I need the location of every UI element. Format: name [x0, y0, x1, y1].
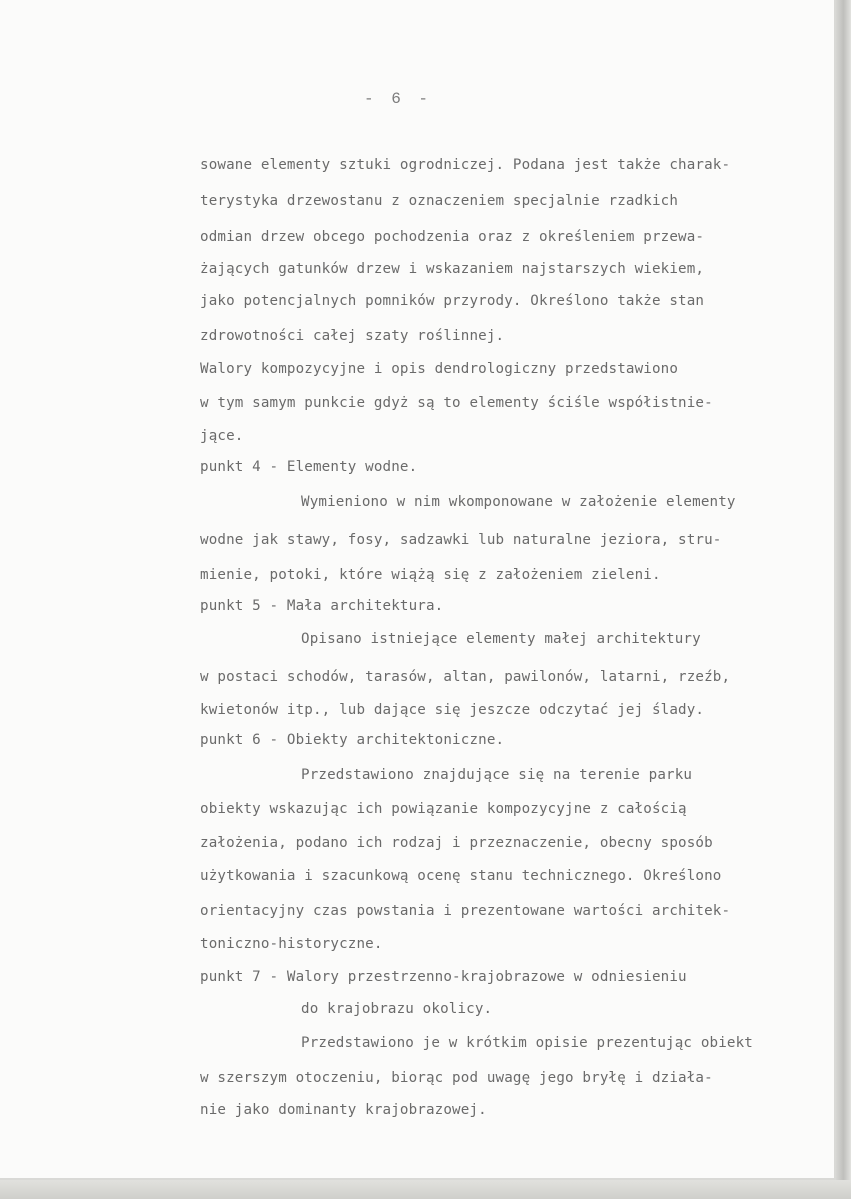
- text-line-5: jako potencjalnych pomników przyrody. Określono także stan: [200, 293, 705, 309]
- text-line-8: w tym samym punkcie gdyż są to elementy ściśle współistnie-: [200, 395, 713, 411]
- text-line-22: użytkowania i szacunkową ocenę stanu technicznego. Określono: [200, 868, 722, 884]
- scan-edge-bottom: [0, 1180, 851, 1199]
- text-line-12: wodne jak stawy, fosy, sadzawki lub naturalne jeziora, stru-: [200, 532, 722, 548]
- text-line-19: Przedstawiono znajdujące się na terenie parku: [301, 767, 693, 783]
- page-number: - 6 -: [364, 90, 433, 108]
- text-line-2: terystyka drzewostanu z oznaczeniem specjalnie rzadkich: [200, 193, 679, 209]
- section-heading-4: punkt 4 - Elementy wodne.: [200, 459, 418, 475]
- section-heading-7: punkt 7 - Walory przestrzenno-krajobrazowe w odniesieniu: [200, 969, 687, 985]
- text-line-3: odmian drzew obcego pochodzenia oraz z określeniem przewa-: [200, 229, 705, 245]
- text-line-6: zdrowotności całej szaty roślinnej.: [200, 328, 505, 344]
- text-line-24: toniczno-historyczne.: [200, 936, 383, 952]
- text-line-16: w postaci schodów, tarasów, altan, pawilonów, latarni, rzeźb,: [200, 669, 731, 685]
- text-line-13: mienie, potoki, które wiążą się z założeniem zieleni.: [200, 567, 661, 583]
- text-line-11: Wymieniono w nim wkomponowane w założenie elementy: [301, 494, 736, 510]
- text-line-29: nie jako dominanty krajobrazowej.: [200, 1102, 487, 1118]
- text-line-15: Opisano istniejące elementy małej architektury: [301, 631, 701, 647]
- text-line-7: Walory kompozycyjne i opis dendrologiczny przedstawiono: [200, 361, 679, 377]
- text-line-26: do krajobrazu okolicy.: [301, 1001, 493, 1017]
- text-line-20: obiekty wskazując ich powiązanie kompozycyjne z całością: [200, 801, 687, 817]
- text-line-9: jące.: [200, 428, 244, 444]
- text-line-28: w szerszym otoczeniu, biorąc pod uwagę jego bryłę i działa-: [200, 1070, 713, 1086]
- scan-edge-right: [836, 0, 851, 1199]
- section-heading-5: punkt 5 - Mała architektura.: [200, 598, 444, 614]
- text-line-4: żających gatunków drzew i wskazaniem najstarszych wiekiem,: [200, 261, 705, 277]
- text-line-1: sowane elementy sztuki ogrodniczej. Podana jest także charak-: [200, 157, 731, 173]
- section-heading-6: punkt 6 - Obiekty architektoniczne.: [200, 732, 505, 748]
- text-line-21: założenia, podano ich rodzaj i przeznaczenie, obecny sposób: [200, 835, 713, 851]
- text-line-23: orientacyjny czas powstania i prezentowane wartości architek-: [200, 903, 731, 919]
- text-line-17: kwietonów itp., lub dające się jeszcze odczytać jej ślady.: [200, 702, 705, 718]
- text-line-27: Przedstawiono je w krótkim opisie prezentując obiekt: [301, 1035, 753, 1051]
